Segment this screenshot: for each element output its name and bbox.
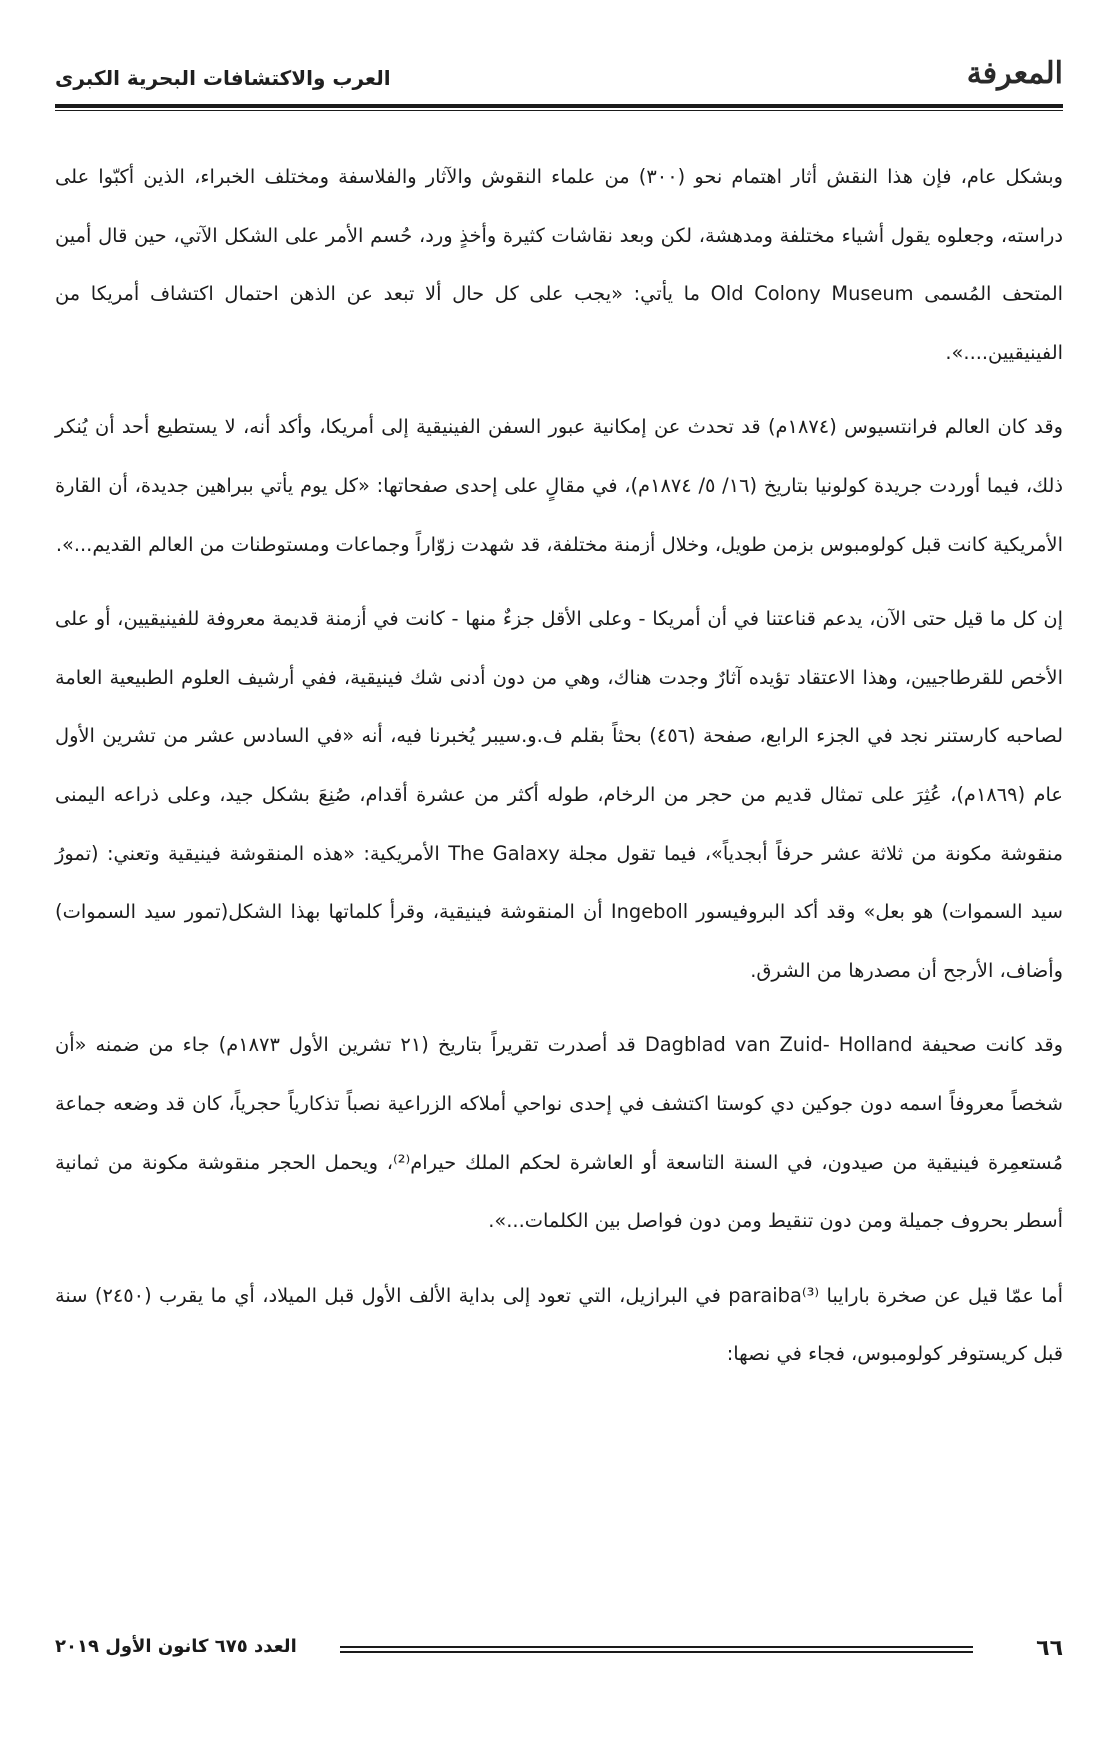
paragraph: إن كل ما قيل حتى الآن، يدعم قناعتنا في أن أمريكا - وعلى الأقل جزءٌ منها - كانت في أزمنة قديمة معروفة للفينيقيين، أو على الأخص للقرطاجيين، وهذا الاعتقاد تؤيده آثارٌ وجدت هناك، وهي من دون أدنى شك فينيقية، ففي أرشيف العلوم الطبيعية العامة لصاحبه كارستنر نجد في الجزء الرابع، صفحة (٤٥٦) بحثاً بقلم ف.و.سيبر يُخبرنا فيه، أنه «في السادس عشر من تشرين الأول عام (١٨٦٩م)، عُثِرَ على تمثال قديم من حجر من الرخام، طوله أكثر من عشرة أقدام، صُنِعَ بشكل جيد، وعلى ذراعه اليمنى منقوشة مكونة من ثلاثة عشر حرفاً أبجدياً»، فيما تقول مجلة The Galaxy الأمريكية: «هذه المنقوشة فينيقية وتعني: (تمورُ سيد السموات) هو بعل» وقد أكد البروفيسور Ingeboll أن المنقوشة فينيقية، وقرأ كلماتها بهذا الشكل(تمور سيد السموات) وأضاف، الأرجح أن مصدرها من الشرق. [55, 607, 1063, 982]
article-body [55, 148, 1063, 1588]
footer-rule [340, 1646, 973, 1653]
paragraph: وقد كان العالم فرانتسيوس (١٨٧٤م) قد تحدث عن إمكانية عبور السفن الفينيقية إلى أمريكا، وأكد أنه، لا يستطيع أحد أن يُنكر ذلك، فيما أوردت جريدة كولونيا بتاريخ (١٦/ ٥/ ١٨٧٤م)، في مقالٍ على إحدى صفحاتها: «كل يوم يأتي ببراهين جديدة، أن القارة الأمريكية كانت قبل كولومبوس بزمن طويل، وخلال أزمنة مختلفة، قد شهدت زوّاراً وجماعات ومستوطنات من العالم القديم...». [55, 415, 1064, 556]
paragraph: أما عمّا قيل عن صخرة بارايبا paraiba⁽³⁾ في البرازيل، التي تعود إلى بداية الألف الأول قبل الميلاد، أي ما يقرب (٢٤٥٠) سنة قبل كريستوفر كولومبوس، فجاء في نصها: [55, 1283, 1063, 1366]
paragraph: وبشكل عام، فإن هذا النقش أثار اهتمام نحو (٣٠٠) من علماء النقوش والآثار والفلاسفة ومختلف الخبراء، الذين أكبّوا على دراسته، وجعلوه يقول أشياء مختلفة ومدهشة، لكن وبعد نقاشات كثيرة وأخذٍ ورد، حُسم الأمر على الشكل الآتي، حين قال أمين المتحف المُسمى Old Colony Museum ما يأتي: «يجب على كل حال ألا تبعد عن الذهن احتمال اكتشاف أمريكا من الفينيقيين....». [55, 165, 1064, 364]
header-rule [55, 104, 1063, 108]
magazine-logo: المعرفة [966, 56, 1063, 91]
page-footer [55, 1634, 1063, 1670]
header-rule-thin [55, 110, 1063, 111]
running-title: العرب والاكتشافات البحرية الكبرى [55, 66, 391, 90]
page-number: ٦٦ [1036, 1636, 1063, 1661]
page-header [55, 52, 1063, 100]
paragraph: وقد كانت صحيفة Dagblad van Zuid- Holland قد أصدرت تقريراً بتاريخ (٢١ تشرين الأول ١٨٧٣م) جاء من ضمنه «أن شخصاً معروفاً اسمه دون جوكين دي كوستا اكتشف في إحدى نواحي أملاكه الزراعية نصباً تذكارياً حجرياً، كان قد وضعه جماعة مُستعمِرة فينيقية من صيدون، في السنة التاسعة أو العاشرة لحكم الملك حيرام⁽²⁾، ويحمل الحجر منقوشة مكونة من ثمانية أسطر بحروف جميلة ومن دون تنقيط ومن دون فواصل بين الكلمات...». [55, 1033, 1063, 1233]
issue-info: العدد ٦٧٥ كانون الأول ٢٠١٩ [55, 1636, 297, 1657]
